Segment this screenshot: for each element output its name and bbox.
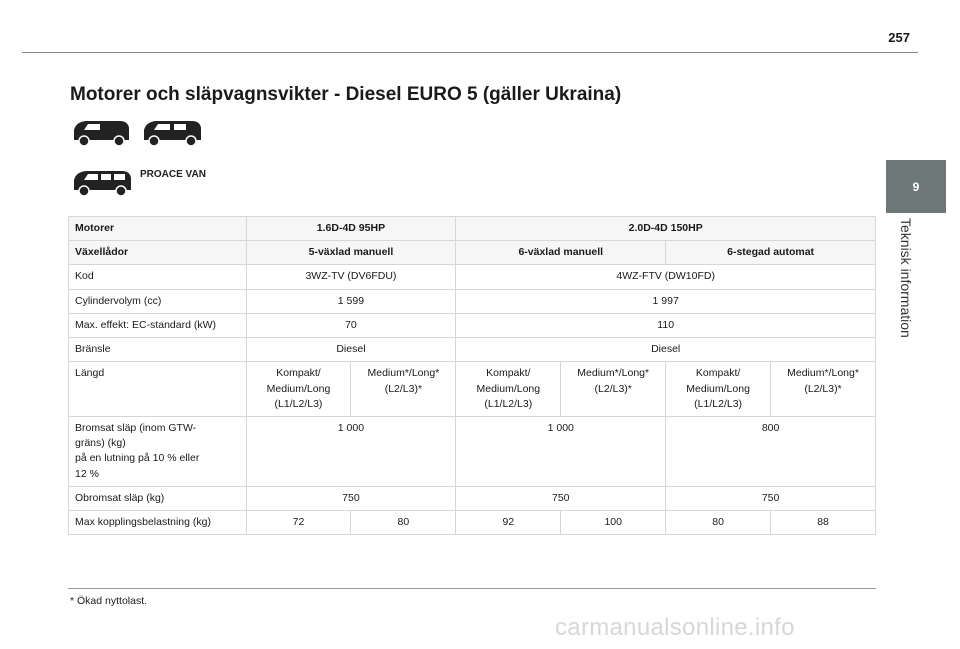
van-short-icon xyxy=(70,118,132,148)
model-label: PROACE VAN xyxy=(140,169,206,180)
van-extra-long-icon xyxy=(70,168,134,198)
table-row xyxy=(69,362,876,417)
table-cell: 1 000 xyxy=(246,416,456,486)
table-cell: 1 599 xyxy=(246,289,456,313)
table-row xyxy=(69,313,876,337)
table-row xyxy=(69,265,876,289)
row-label: Längd xyxy=(69,362,247,417)
table-cell: 750 xyxy=(246,486,456,510)
row-label: Max kopplingsbelastning (kg) xyxy=(69,511,247,535)
table-cell: 6-växlad manuell xyxy=(456,241,666,265)
row-label: Max. effekt: EC-standard (kW) xyxy=(69,313,247,337)
table-cell: 92 xyxy=(456,511,561,535)
table-cell: Diesel xyxy=(246,338,456,362)
page-number: 257 xyxy=(888,30,910,45)
row-label: Motorer xyxy=(69,217,247,241)
table-cell: 3WZ-TV (DV6FDU) xyxy=(246,265,456,289)
table-cell: 750 xyxy=(456,486,666,510)
table-cell: 1.6D-4D 95HP xyxy=(246,217,456,241)
table-cell: 2.0D-4D 150HP xyxy=(456,217,876,241)
row-label: Bränsle xyxy=(69,338,247,362)
table-cell: 6-stegad automat xyxy=(666,241,876,265)
table-row xyxy=(69,217,876,241)
row-label: Bromsat släp (inom GTW- gräns) (kg) på en lutning på 10 % eller 12 % xyxy=(69,416,247,486)
chapter-title-vertical xyxy=(898,218,918,368)
table-row xyxy=(69,338,876,362)
table-row xyxy=(69,511,876,535)
length-cell: Kompakt/ Medium/Long (L1/L2/L3) xyxy=(456,362,561,417)
length-cell: Medium*/Long* (L2/L3)* xyxy=(561,362,666,417)
table-cell: 110 xyxy=(456,313,876,337)
table-cell: 1 997 xyxy=(456,289,876,313)
table-cell: 72 xyxy=(246,511,351,535)
table-cell: 1 000 xyxy=(456,416,666,486)
table-row xyxy=(69,289,876,313)
row-label: Cylindervolym (cc) xyxy=(69,289,247,313)
spec-table xyxy=(68,216,876,535)
table-cell: 80 xyxy=(666,511,771,535)
table-cell: 100 xyxy=(561,511,666,535)
table-cell: 800 xyxy=(666,416,876,486)
chapter-title: Teknisk information xyxy=(898,218,914,338)
chapter-number: 9 xyxy=(912,179,920,194)
length-cell: Medium*/Long* (L2/L3)* xyxy=(351,362,456,417)
van-icons xyxy=(70,118,204,148)
length-cell: Kompakt/ Medium/Long (L1/L2/L3) xyxy=(246,362,351,417)
length-cell: Kompakt/ Medium/Long (L1/L2/L3) xyxy=(666,362,771,417)
length-cell: Medium*/Long* (L2/L3)* xyxy=(771,362,876,417)
table-cell: 4WZ-FTV (DW10FD) xyxy=(456,265,876,289)
table-cell: 5-växlad manuell xyxy=(246,241,456,265)
row-label: Växellådor xyxy=(69,241,247,265)
table-cell: Diesel xyxy=(456,338,876,362)
top-divider xyxy=(22,52,918,53)
footnote: * Ökad nyttolast. xyxy=(70,595,148,607)
table-cell: 750 xyxy=(666,486,876,510)
van-long-icon xyxy=(140,118,204,148)
footnote-divider xyxy=(68,588,876,589)
table-row xyxy=(69,486,876,510)
table-cell: 70 xyxy=(246,313,456,337)
row-label: Obromsat släp (kg) xyxy=(69,486,247,510)
row-label: Kod xyxy=(69,265,247,289)
page-title: Motorer och släpvagnsvikter - Diesel EURO 5 (gäller Ukraina) xyxy=(70,84,622,105)
table-cell: 80 xyxy=(351,511,456,535)
table-row xyxy=(69,416,876,486)
table-cell: 88 xyxy=(771,511,876,535)
table-row xyxy=(69,241,876,265)
watermark: carmanualsonline.info xyxy=(555,614,795,641)
chapter-tab[interactable] xyxy=(886,160,946,213)
